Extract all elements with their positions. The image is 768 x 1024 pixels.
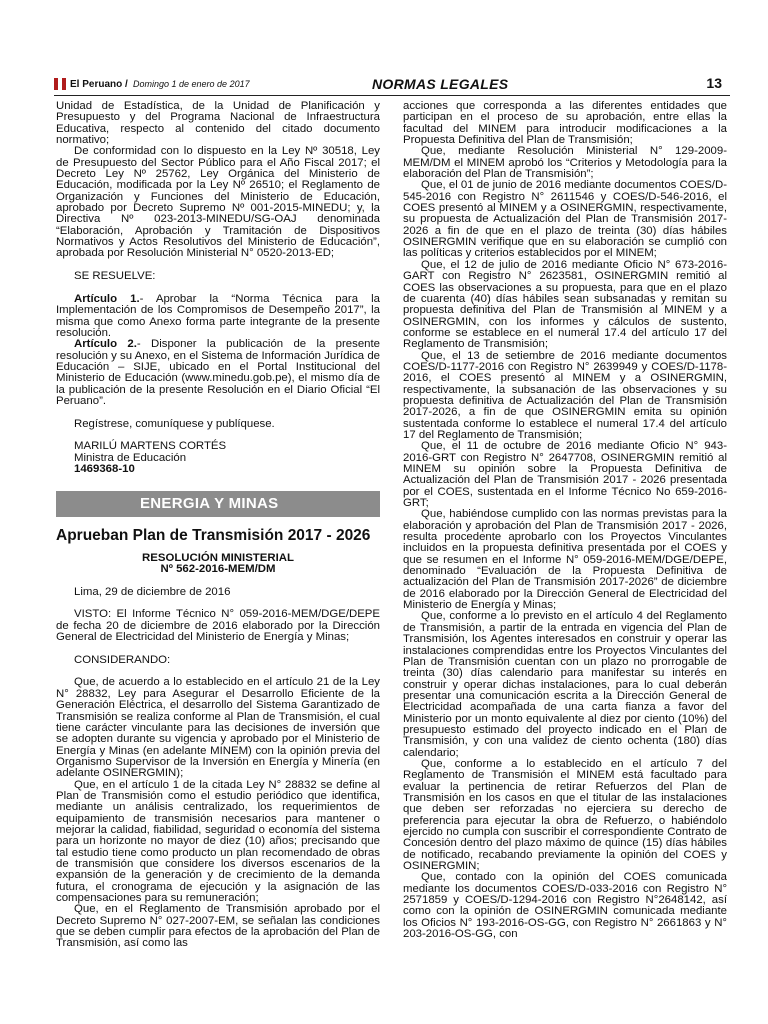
se-resuelve: SE RESUELVE:: [74, 270, 156, 283]
article-2-label: Artículo 2.: [74, 338, 137, 351]
paragraph: Que, el 11 de octubre de 2016 mediante Oficio N° 943-2016-GRT con Registro N° 2647708, OSINERGMIN remitió al MINEM su opinión sobre la Propuesta Definitiva de Actualización del Plan de Transmisión 2017 - 2026 presentada por el COES, sustentada en el Informe Técnico No 659-2016-GRT;: [403, 440, 727, 510]
signer-name: MARILÚ MARTENS CORTÉS: [74, 440, 227, 453]
paragraph: Que, conforme a lo establecido en el artículo 7 del Reglamento de Transmisión el MINEM está facultado para evaluar la pertinencia de retirar Refuerzos del Plan de Transmisión en los casos en que el titular de las instalaciones que deben ser reforzadas no ejerciera su derecho de preferencia para ejecutar la obra de Refuerzo, o habiéndolo ejercido no cumpla con suscribir el correspondiente Contrato de Concesión dentro del plazo máximo de quince (15) días hábiles de notificado, recabando previamente la opinión del COES y OSINERGMIN;: [403, 757, 727, 873]
paragraph: Que, el 01 de junio de 2016 mediante documentos COES/D-545-2016 con Registro N° 2611546 y COES/D-546-2016, el COES presentó al MINEM y a OSINERGMIN, respectivamente, su propuesta de Actualización del Plan de Transmisión 2017-2026 a fin de que en el plazo de treinta (30) días hábiles OSINERGMIN verifique que en su elaboración se cumplió con las políticas y criterios establecidos por el MINEM;: [403, 179, 727, 260]
issue-date: Domingo 1 de enero de 2017: [133, 79, 250, 89]
section-banner: ENERGIA Y MINAS: [56, 491, 380, 517]
paragraph: Que, el 13 de setiembre de 2016 mediante documentos COES/D-1177-2016 con Registro N° 2639949 y COES/D-1178-2016, el COES presentó al MINEM y a OSINERGMIN, respectivamente, la subsanación de las observaciones y su propuesta definitiva de Actualización del Plan de Transmisión 2017-2026, a fin de que OSINERGMIN emita su opinión sustentada conforme lo establece el numeral 17.4 del artículo 17 del Reglamento de Transmisión;: [403, 349, 727, 441]
paragraph: Que, de acuerdo a lo establecido en el artículo 21 de la Ley N° 28832, Ley para Asegurar el Desarrollo Eficiente de la Generación Eléctrica, el desarrollo del Sistema Garantizado de Transmisión se realiza conforme al Plan de Transmisión, el cual tiene carácter vinculante para las decisiones de inversión que se adopten durante su vigencia y aprobado por el Ministerio de Energía y Minas (en adelante MINEM) con la opinión previa del Organismo Supervisor de la Inversión en Energía y Minería (en adelante OSINERGMIN);: [56, 676, 380, 780]
paragraph: Que, el 12 de julio de 2016 mediante Oficio N° 673-2016-GART con Registro N° 2623581, OSINERGMIN remitió al COES las observaciones a su propuesta, para que en el plazo de cuarenta (40) días hábiles sean subsanadas y remitan su propuesta definitiva del Plan de Transmisión al MINEM y a OSINERGMIN, con los informes y cálculos de sustento, conforme se establece en el numeral 17.4 del artículo 17 del Reglamento de Transmisión;: [403, 258, 727, 351]
paragraph: Que, contado con la opinión del COES comunicada mediante los documentos COES/D-033-2016 con Registro N° 2571859 y COES/D-1294-2016 con Registro N°2648142, así como con la opinión de OSINERGMIN comunicada mediante los Oficios N° 193-2016-OS-GG, con Registro N° 2661863 y N° 203-2016-OS-GG, con: [403, 871, 727, 941]
paragraph: Unidad de Estadística, de la Unidad de Planificación y Presupuesto y del Programa Nacional de Infraestructura Educativa, respecto al contenido del citado documento normativo;: [56, 100, 380, 147]
left-column: [56, 101, 380, 950]
paragraph: Que, en el Reglamento de Transmisión aprobado por el Decreto Supremo N° 027-2007-EM, se señalan las condiciones que se deben cumplir para efectos de la aprobación del Plan de Transmisión, así como las: [56, 903, 380, 950]
paragraph: Que, en el artículo 1 de la citada Ley N° 28832 se define al Plan de Transmisión como el estudio periódico que identifica, mediante un análisis centralizado, los requerimientos de equipamiento de transmisión necesarios para mantener o mejorar la calidad, fiabilidad, seguridad o economía del sistema para un horizonte no mayor de diez (10) años; precisando que tal estudio tiene como producto un plan recomendado de obras de transmisión que considere los diversos escenarios de la expansión de la generación y de crecimiento de la demanda futura, el cronograma de ejecución y la asignación de las compensaciones para su remuneración;: [56, 778, 380, 904]
peru-shield-icon: [54, 78, 66, 90]
paragraph: Que, habiéndose cumplido con las normas previstas para la elaboración y aprobación del Plan de Transmisión 2017 - 2026, resulta procedente aprobarlo con los Proyectos Vinculantes incluidos en la propuesta definitiva presentada por el COES y que se resumen en el Informe N° 059-2016-MEM/DGE/DEPE, denominado “Evaluación de la Propuesta Definitiva de actualización del Plan de Transmisión 2017-2026” de diciembre de 2016 elaborado por la Dirección General de Electricidad del Ministerio de Energía y Minas;: [403, 508, 727, 612]
right-column: [403, 101, 727, 940]
considerando: CONSIDERANDO:: [74, 653, 171, 666]
document-code: 1469368-10: [74, 463, 135, 475]
resolution-number: Nº 562-2016-MEM/DM: [160, 563, 276, 576]
header-rule: [54, 95, 730, 96]
paragraph: acciones que corresponda a las diferentes entidades que participan en el proceso de su aprobación, entre ellas la facultad del MINEM para introducir modificaciones a la Propuesta Definitiva del Plan de Transmisión;: [403, 100, 727, 147]
paragraph: De conformidad con lo dispuesto en la Ley Nº 30518, Ley de Presupuesto del Sector Público para el Año Fiscal 2017; el Decreto Ley Nº 25762, Ley Orgánica del Ministerio de Educación, modificada por la Ley Nº 26510; el Reglamento de Organización y Funciones del Ministerio de Educación, aprobado por Decreto Supremo Nº 001-2015-MINEDU; y, la Directiva Nº 023-2013-MINEDU/SG-OAJ denominada “Elaboración, Aprobación y Tramitación de Dispositivos Normativos y Actos Resolutivos del Ministerio de Educación”, aprobada por Resolución Ministerial N° 0520-2013-ED;: [56, 145, 380, 260]
section-title: NORMAS LEGALES: [372, 76, 509, 92]
newspaper-name: El Peruano /: [70, 79, 128, 90]
paragraph: Que, mediante Resolución Ministerial N° 129-2009-MEM/DM el MINEM aprobó los “Criterios y Metodología para la elaboración del Plan de Transmisión”;: [403, 145, 727, 181]
article-1: [56, 294, 380, 339]
visto-paragraph: VISTO: El Informe Técnico N° 059-2016-MEM/DGE/DEPE de fecha 20 de diciembre de 2016 elaborado por la Dirección General de Electricidad del Ministerio de Energía y Minas;: [56, 608, 380, 644]
article-1-text: - Aprobar la “Norma Técnica para la Implementación de los Compromisos de Desempeño 2017”, la misma que como Anexo forma parte integrante de la presente resolución.: [56, 292, 380, 339]
page-header: [54, 74, 730, 96]
signer-role: Ministra de Educación: [74, 451, 187, 464]
paragraph: Que, conforme a lo previsto en el artículo 4 del Reglamento de Transmisión, a partir de la entrada en vigencia del Plan de Transmisión, los Agentes interesados en construir y operar las instalaciones comprendidas entre los Proyectos Vinculantes del Plan de Transmisión cuentan con un plazo no prorrogable de treinta (30) días calendario para manifestar su interés en construir y operar dichas instalaciones, para lo cual deberán presentar una comunicación escrita a la Dirección General de Electricidad acompañada de una carta fianza a favor del Ministerio por un monto equivalente al diez por ciento (10%) del presupuesto estimado del proyecto indicado en el Plan de Transmisión, y con una validez de ciento ochenta (180) días calendario;: [403, 610, 727, 759]
closing-formula: Regístrese, comuníquese y publíquese.: [74, 417, 275, 430]
article-1-label: Artículo 1.: [74, 292, 140, 305]
article-2: [56, 339, 380, 407]
resolution-heading: RESOLUCIÓN MINISTERIAL: [142, 551, 294, 564]
article-2-text: - Disponer la publicación de la presente resolución y su Anexo, en el Sistema de Información Jurídica de Educación – SIJE, ubicado en el Portal Institucional del Ministerio de Educación (www.minedu.gob.pe), el mismo día de la publicación de la presente Resolución en el Diario Oficial “El Peruano”.: [56, 338, 380, 407]
place-date: Lima, 29 de diciembre de 2016: [74, 585, 231, 598]
page-number: 13: [706, 75, 722, 91]
article-title: Aprueban Plan de Transmisión 2017 - 2026: [56, 526, 371, 544]
